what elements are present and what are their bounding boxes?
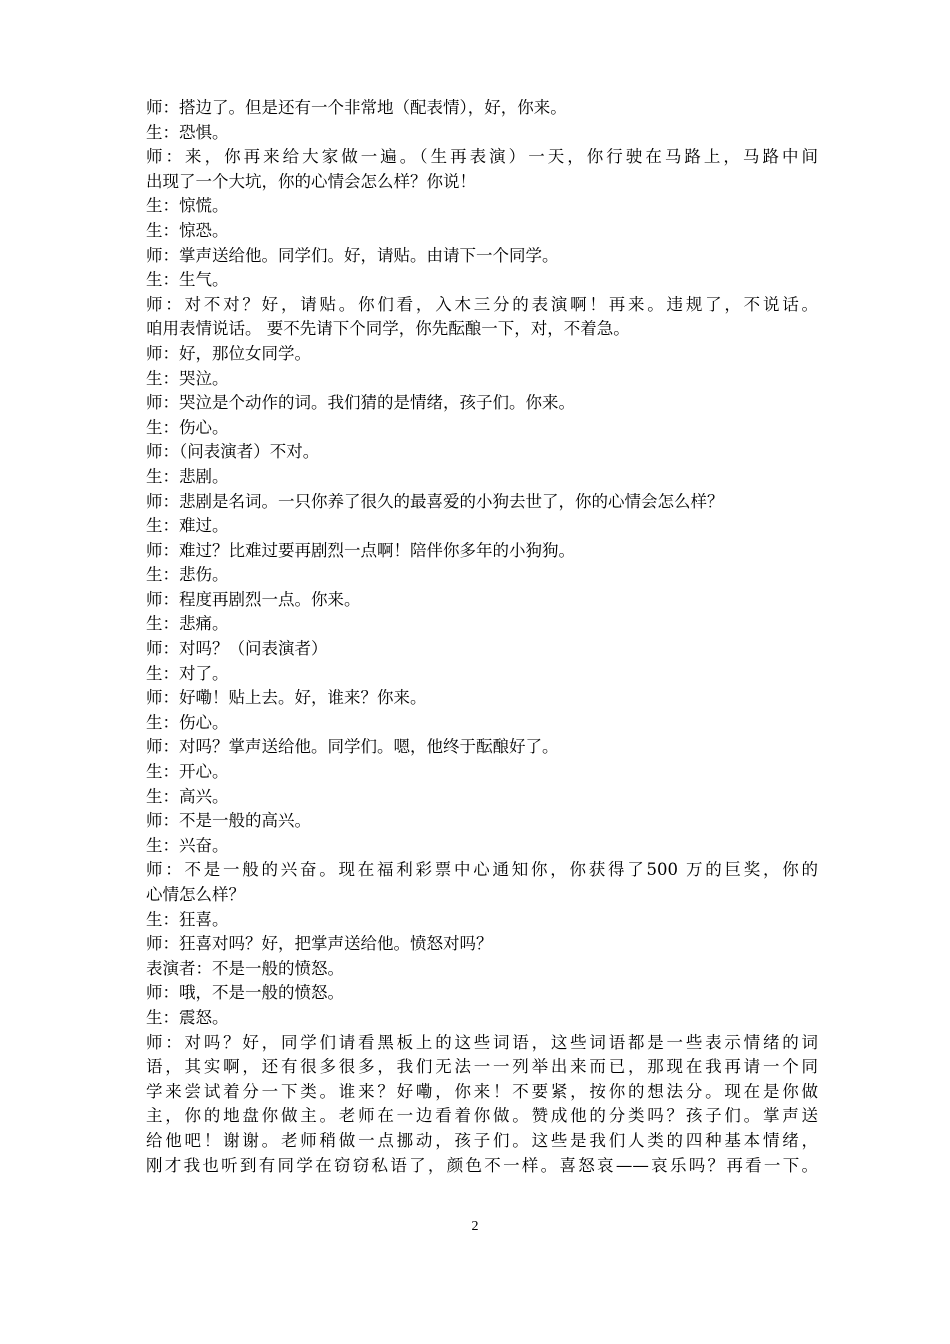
transcript-line: 师：哭泣是个动作的词。我们猜的是情绪，孩子们。你来。 [146,393,575,413]
transcript-line: 生：伤心。 [146,417,229,437]
transcript-line: 师：对吗？好，同学们请看黑板上的这些词语，这些词语都是一些表示情绪的词 [146,1032,818,1052]
transcript-body [146,96,818,1178]
transcript-line: 出现了一个大坑，你的心情会怎么样？你说！ [146,171,476,191]
transcript-line: 师：不是一般的兴奋。现在福利彩票中心通知你，你获得了500 万的巨奖，你的 [146,860,818,880]
transcript-line: 生：哭泣。 [146,368,229,388]
transcript-line: 生：生气。 [146,270,229,290]
transcript-line: 师：对不对？好，请贴。你们看，入木三分的表演啊！再来。违规了，不说话。 [146,294,818,314]
transcript-line: 师：哦，不是一般的愤怒。 [146,983,344,1003]
transcript-line: 师：搭边了。但是还有一个非常地（配表情），好，你来。 [146,98,567,117]
transcript-line: 生：悲剧。 [146,466,229,486]
transcript-line: 咱用表情说话。 要不先请下个同学，你先酝酿一下，对，不着急。 [146,319,630,339]
transcript-line: 师：来，你再来给大家做一遍。（生再表演）一天，你行驶在马路上，马路中间 [146,147,818,167]
transcript-line: 生：狂喜。 [146,909,229,929]
transcript-line: 师：难过？比难过要再剧烈一点啊！陪伴你多年的小狗狗。 [146,540,575,560]
transcript-line: 师：对吗？掌声送给他。同学们。嗯，他终于酝酿好了。 [146,737,559,757]
transcript-line: 师：掌声送给他。同学们。好，请贴。由请下一个同学。 [146,245,559,265]
transcript-line: 生：对了。 [146,663,229,683]
transcript-line: 生：开心。 [146,762,229,782]
transcript-line: 生：兴奋。 [146,835,229,855]
transcript-line: 师：悲剧是名词。一只你养了很久的最喜爱的小狗去世了，你的心情会怎么样？ [146,491,724,511]
transcript-line: 主，你的地盘你做主。老师在一边看着你做。赞成他的分类吗？孩子们。掌声送 [146,1106,818,1126]
transcript-line: 生：悲痛。 [146,614,229,634]
page-number: 2 [471,1219,479,1234]
transcript-line: 师：不是一般的高兴。 [146,811,311,831]
transcript-line: 学来尝试着分一下类。谁来？好嘞，你来！不要紧，按你的想法分。现在是你做 [146,1081,818,1101]
transcript-line: 表演者：不是一般的愤怒。 [146,958,344,978]
transcript-line: 生：震怒。 [146,1007,229,1027]
transcript-line: 语，其实啊，还有很多很多，我们无法一一列举出来而已，那现在我再请一个同 [146,1057,818,1077]
transcript-line: 刚才我也听到有同学在窃窃私语了，颜色不一样。喜怒哀——哀乐吗？再看一下。 [146,1155,818,1175]
transcript-line: 心情怎么样？ [146,885,245,904]
transcript-line: 生：恐惧。 [146,122,229,142]
transcript-line: 生：惊恐。 [146,220,229,240]
transcript-line: 生：难过。 [146,516,229,536]
transcript-line: 师：好嘞！贴上去。好，谁来？你来。 [146,688,427,708]
transcript-line: 生：悲伤。 [146,565,229,585]
transcript-line: 师：对吗？（问表演者） [146,639,328,659]
transcript-line: 师：（问表演者）不对。 [146,442,320,462]
transcript-line: 生：高兴。 [146,786,229,806]
transcript-line: 给他吧！谢谢。老师稍做一点挪动，孩子们。这些是我们人类的四种基本情绪， [146,1130,818,1150]
transcript-line: 生：伤心。 [146,712,229,732]
transcript-line: 师：程度再剧烈一点。你来。 [146,589,361,609]
transcript-line: 生：惊慌。 [146,196,229,216]
transcript-line: 师：狂喜对吗？好，把掌声送给他。愤怒对吗？ [146,934,493,954]
transcript-line: 师：好，那位女同学。 [146,343,311,363]
